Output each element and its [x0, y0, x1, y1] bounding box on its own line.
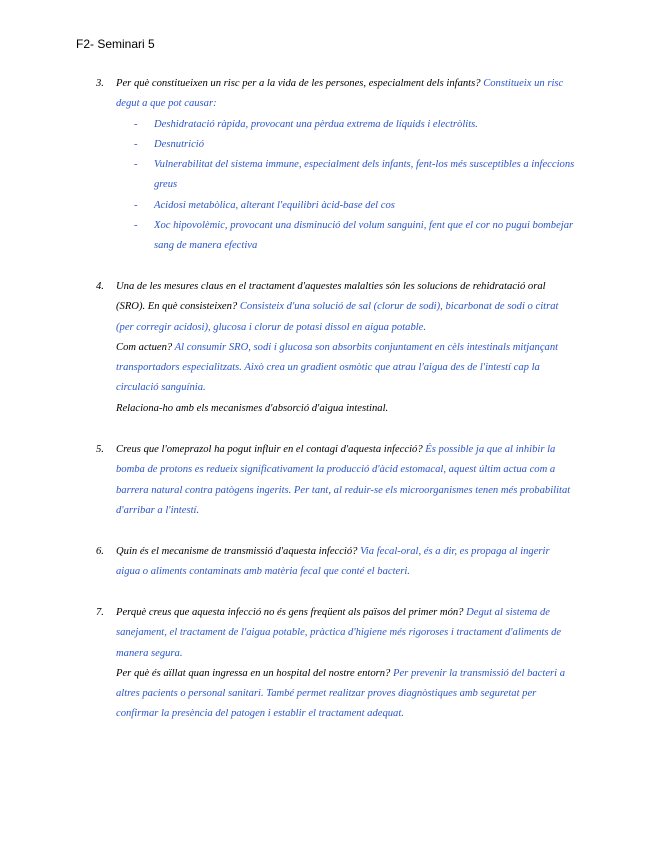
question-5	[96, 440, 576, 521]
question-number: 3.	[96, 78, 104, 89]
answer-text: Constitueix un risc degut a que pot causar:	[116, 78, 564, 110]
question-number: 7.	[96, 607, 104, 618]
question-number: 4.	[96, 281, 104, 292]
question-text-2: Per què és aïllat quan ingressa en un hospital del nostre entorn?	[116, 667, 391, 679]
question-3	[96, 74, 576, 257]
answer-list	[116, 115, 576, 257]
list-item: - Vulnerabilitat del sistema immune, especialment dels infants, fent-los més susceptibles a infeccions greus	[134, 159, 575, 191]
question-text-2: Com actuen?	[116, 341, 173, 353]
question-number: 6.	[96, 546, 104, 557]
answer-text: És possible ja que al inhibir la bomba de protons es redueix significativament la producció d'àcid estomacal, aquest últim actua com a barrera natural contra patògens ingerits. Per tant, al reduir-se els microorganismes tenen més probabilitat d'arribar a l'intestí.	[116, 444, 571, 516]
question-7	[96, 603, 576, 725]
answer-text-2: Per prevenir la transmissió del bacteri a altres pacients o personal sanitari. També permet realitzar proves diagnòstiques amb seguretat per confirmar la presència del patogen i establir el tractament adequat.	[116, 667, 566, 720]
question-text: Quin és el mecanisme de transmissió d'aquesta infecció?	[116, 546, 358, 557]
question-text-3: Relaciona-ho amb els mecanismes d'absorció d'aigua intestinal.	[116, 402, 389, 414]
answer-text: Consisteix d'una solució de sal (clorur de sodi), bicarbonat de sodi o citrat (per corregir acidosi), glucosa i clorur de potasi dissol en aigua potable.	[116, 301, 559, 333]
answer-text-2: Al consumir SRO, sodi i glucosa son absorbits conjuntament en cèls intestinals mitjançant transportadors especialitzats. Això crea un gradient osmòtic que atrau l'aigua des de l'intestí cap la circulació sanguínia.	[116, 341, 559, 394]
answer-text: Via fecal-oral, és a dir, es propaga al ingerir aigua o aliments contaminats amb matèria fecal que conté el bacteri.	[116, 546, 550, 578]
question-number: 5.	[96, 444, 104, 455]
question-6	[96, 542, 576, 583]
question-text: Perquè creus que aquesta infecció no és gens freqüent als països del primer món?	[116, 607, 464, 618]
question-text: Per què constitueixen un risc per a la vida de les persones, especialment dels infants?	[116, 78, 481, 89]
answer-text: Degut al sistema de sanejament, el tractament de l'aigua potable, pràctica d'higiene més rigoroses i tractament d'aliments de manera segura.	[116, 607, 562, 659]
question-4	[96, 277, 576, 419]
list-item: - Desnutrició	[134, 138, 205, 150]
page-header: F2- Seminari 5	[76, 37, 155, 51]
list-item: - Acidosi metabòlica, alterant l'equilibri àcid-base del cos	[134, 199, 395, 211]
question-text: Una de les mesures claus en el tractament d'aquestes malalties són les solucions de rehidratació oral (SRO). En què consisteixen?	[116, 281, 546, 313]
list-item: - Deshidratació ràpida, provocant una pèrdua extrema de líquids i electròlits.	[134, 118, 478, 130]
question-text: Creus que l'omeprazol ha pogut influir en el contagi d'aquesta infecció?	[116, 444, 423, 455]
list-item: - Xoc hipovolèmic, provocant una disminució del volum sanguini, fent que el cor no pugui bombejar sang de manera efectiva	[134, 220, 574, 252]
